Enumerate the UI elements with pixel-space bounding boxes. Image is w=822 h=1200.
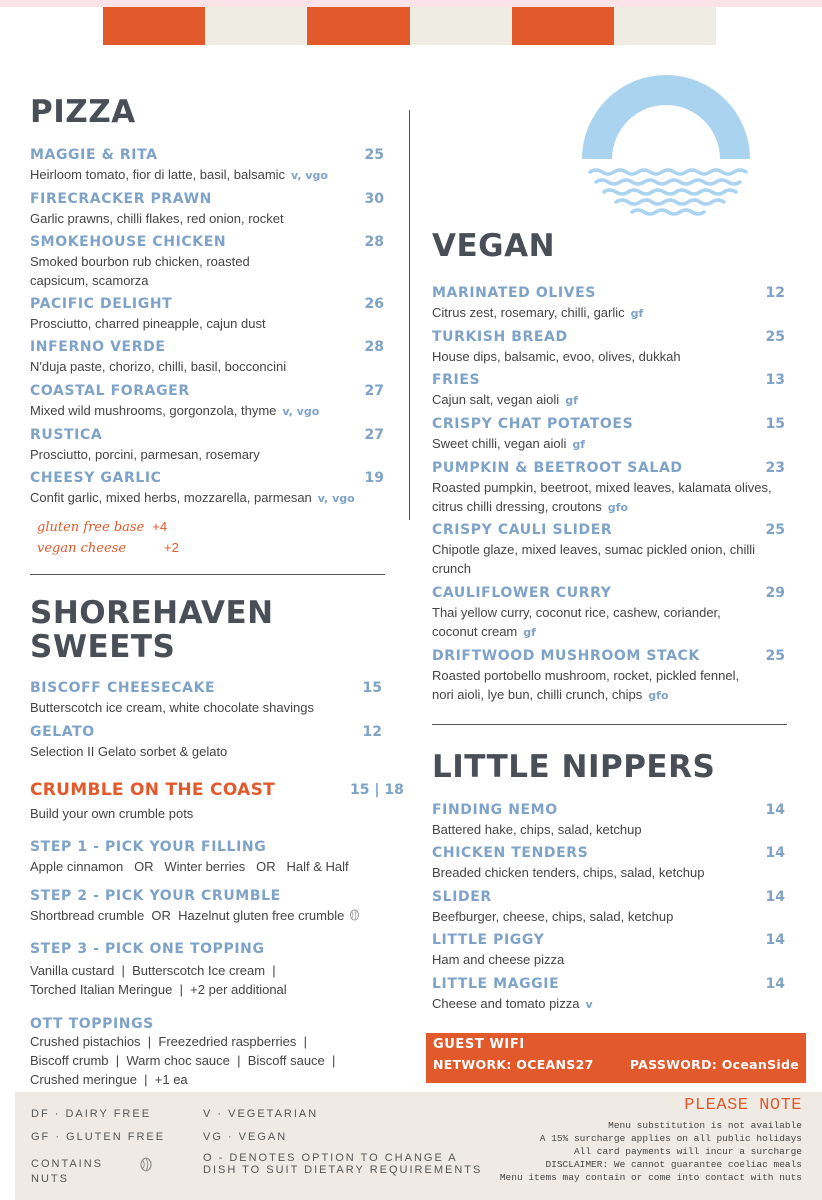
diet-tag: gf — [565, 394, 578, 407]
menu-item — [432, 329, 785, 366]
menu-item — [30, 147, 384, 185]
item-desc: Beefburger, cheese, chips, salad, ketchup — [432, 909, 674, 924]
menu-item — [432, 585, 785, 642]
menu-item — [432, 522, 785, 578]
item-price: 29 — [765, 585, 785, 601]
item-name: DRIFTWOOD MUSHROOM STACK — [432, 648, 700, 664]
item-price: 14 — [765, 976, 785, 992]
item-price: 12 — [362, 724, 382, 740]
item-name: MAGGIE & RITA — [30, 147, 158, 163]
diet-tag: v — [585, 998, 593, 1011]
note-line: Menu substitution is not available — [608, 1120, 802, 1131]
item-desc: Confit garlic, mixed herbs, mozzarella, parmesan v, vgo — [30, 490, 355, 505]
note-line: All card payments will incur a surcharge — [573, 1146, 802, 1157]
item-desc: Cheese and tomato pizza v — [432, 996, 593, 1011]
column-divider — [409, 110, 410, 520]
item-name: MARINATED OLIVES — [432, 285, 596, 301]
item-price: 25 — [765, 329, 785, 345]
crumble-title: CRUMBLE ON THE COAST — [30, 780, 276, 800]
item-price: 27 — [364, 383, 384, 399]
legend-vg: VG · VEGAN — [203, 1131, 288, 1143]
item-desc: Roasted portobello mushroom, rocket, pickled fennel, nori aioli, lye bun, chilli crunch, chips gfo — [432, 668, 740, 702]
extra-gf-base: gluten free base +4 — [37, 519, 168, 535]
item-desc: Butterscotch ice cream, white chocolate shavings — [30, 700, 314, 715]
diet-tag: gfo — [648, 689, 669, 702]
wifi-password: PASSWORD: OceanSide — [629, 1057, 799, 1072]
wifi-title: GUEST WIFI — [433, 1037, 525, 1052]
top-pink-band — [0, 0, 822, 7]
section-divider — [30, 574, 385, 575]
sweets-heading-line1: SHOREHAVEN — [30, 595, 274, 631]
item-desc: Heirloom tomato, fior di latte, basil, balsamic v, vgo — [30, 167, 328, 182]
item-price: 14 — [765, 802, 785, 818]
guest-wifi-box — [426, 1033, 806, 1083]
item-price: 25 — [765, 522, 785, 538]
step-desc: Apple cinnamon OR Winter berries OR Half & Half — [30, 859, 349, 874]
item-price: 26 — [364, 296, 384, 312]
item-price: 12 — [765, 285, 785, 301]
ott-line3: Crushed meringue | +1 ea — [30, 1072, 188, 1087]
item-price: 19 — [364, 470, 384, 486]
item-price: 25 — [765, 648, 785, 664]
menu-item — [30, 191, 384, 228]
menu-item — [432, 932, 785, 969]
item-name: CHICKEN TENDERS — [432, 845, 589, 861]
nippers-heading: LITTLE NIPPERS — [432, 749, 716, 785]
step-desc: Shortbread crumble OR Hazelnut gluten free crumble — [30, 906, 400, 925]
item-name: PUMPKIN & BEETROOT SALAD — [432, 460, 683, 476]
legend-df: DF · DAIRY FREE — [31, 1108, 152, 1120]
item-name: FRIES — [432, 372, 481, 388]
ott-toppings — [30, 1016, 400, 1089]
menu-item — [30, 234, 384, 290]
menu-item — [432, 802, 785, 839]
diet-tag: v, vgo — [291, 169, 328, 182]
item-desc: Chipotle glaze, mixed leaves, sumac pickled onion, chilli crunch — [432, 542, 755, 576]
crumble-price: 15 | 18 — [350, 782, 404, 798]
note-line: A 15% surcharge applies on all public holidays — [539, 1133, 802, 1144]
item-price: 14 — [765, 932, 785, 948]
menu-item — [432, 976, 785, 1014]
item-name: TURKISH BREAD — [432, 329, 568, 345]
item-name: CHEESY GARLIC — [30, 470, 162, 486]
item-name: BISCOFF CHEESECAKE — [30, 680, 216, 696]
pizza-heading: PIZZA — [30, 94, 136, 130]
diet-tag: gf — [523, 626, 536, 639]
crumble-step — [30, 941, 400, 999]
sweets-heading-line2: SWEETS — [30, 629, 176, 665]
item-desc: House dips, balsamic, evoo, olives, dukkah — [432, 349, 681, 364]
legend-contains: CONTAINS — [31, 1158, 104, 1170]
item-desc: Ham and cheese pizza — [432, 952, 565, 967]
item-price: 25 — [364, 147, 384, 163]
item-name: LITTLE PIGGY — [432, 932, 545, 948]
item-price: 15 — [362, 680, 382, 696]
section-divider — [432, 724, 787, 725]
step-desc-line1: Vanilla custard | Butterscotch Ice cream | — [30, 963, 276, 978]
item-name: FIRECRACKER PRAWN — [30, 191, 212, 207]
item-name: FINDING NEMO — [432, 802, 558, 818]
diet-tag: gf — [630, 307, 644, 320]
item-desc: Roasted pumpkin, beetroot, mixed leaves, kalamata olives, citrus chilli dressing, croutons gfo — [432, 480, 772, 514]
item-price: 13 — [765, 372, 785, 388]
item-price: 28 — [364, 339, 384, 355]
step-name: STEP 1 - PICK YOUR FILLING — [30, 839, 267, 855]
item-desc: Mixed wild mushrooms, gorgonzola, thyme v, vgo — [30, 403, 320, 418]
item-name: COASTAL FORAGER — [30, 383, 190, 399]
step-name: STEP 2 - PICK YOUR CRUMBLE — [30, 888, 281, 904]
item-name: SMOKEHOUSE CHICKEN — [30, 234, 227, 250]
item-name: LITTLE MAGGIE — [432, 976, 560, 992]
item-price: 14 — [765, 889, 785, 905]
item-desc: N'duja paste, chorizo, chilli, basil, bocconcini — [30, 359, 287, 374]
item-name: CAULIFLOWER CURRY — [432, 585, 612, 601]
extra-vegan-cheese: vegan cheese +2 — [37, 540, 179, 556]
item-desc: Prosciutto, charred pineapple, cajun dust — [30, 316, 266, 331]
crumble-step — [30, 888, 400, 925]
item-price: 23 — [765, 460, 785, 476]
nut-icon — [349, 909, 360, 921]
crumble-step — [30, 839, 400, 876]
note-line: Menu items may contain or come into contact with nuts — [499, 1172, 802, 1183]
menu-item — [30, 427, 384, 464]
ott-name: OTT TOPPINGS — [30, 1016, 154, 1032]
item-desc: Citrus zest, rosemary, chilli, garlic gf — [432, 305, 644, 320]
item-desc: Battered hake, chips, salad, ketchup — [432, 822, 642, 837]
crumble-desc: Build your own crumble pots — [30, 806, 194, 821]
top-stripes — [103, 7, 716, 45]
legend-gf: GF · GLUTEN FREE — [31, 1131, 166, 1143]
legend-nuts: NUTS — [31, 1173, 69, 1185]
item-desc: Prosciutto, porcini, parmesan, rosemary — [30, 447, 260, 462]
item-name: GELATO — [30, 724, 95, 740]
please-note-title: PLEASE NOTE — [684, 1096, 802, 1115]
item-price: 15 — [765, 416, 785, 432]
item-desc: Garlic prawns, chilli flakes, red onion, rocket — [30, 211, 284, 226]
item-price: 30 — [364, 191, 384, 207]
menu-item — [30, 470, 384, 508]
item-price: 27 — [364, 427, 384, 443]
ott-line1: Crushed pistachios | Freezedried raspberries | — [30, 1034, 307, 1049]
item-price: 28 — [364, 234, 384, 250]
menu-item — [432, 285, 785, 323]
menu-item — [432, 648, 785, 705]
menu-item — [432, 889, 785, 926]
item-desc: Smoked bourbon rub chicken, roasted capsicum, scamorza — [30, 254, 250, 288]
menu-item — [432, 416, 785, 454]
note-line: DISCLAIMER: We cannot guarantee coeliac meals — [545, 1159, 802, 1170]
item-desc: Breaded chicken tenders, chips, salad, ketchup — [432, 865, 705, 880]
menu-item — [432, 845, 785, 882]
item-desc: Selection II Gelato sorbet & gelato — [30, 744, 228, 759]
legend-o1: O - DENOTES OPTION TO CHANGE A — [203, 1152, 458, 1164]
wifi-network: NETWORK: OCEANS27 — [433, 1057, 594, 1072]
item-name: RUSTICA — [30, 427, 103, 443]
legend-o2: DISH TO SUIT DIETARY REQUIREMENTS — [203, 1164, 483, 1176]
nut-icon — [139, 1157, 153, 1172]
diet-tag: gfo — [607, 501, 629, 514]
item-name: CRISPY CHAT POTATOES — [432, 416, 634, 432]
vegan-heading: VEGAN — [432, 228, 556, 264]
item-name: CRISPY CAULI SLIDER — [432, 522, 613, 538]
step-desc-line2: Torched Italian Meringue | +2 per additional — [30, 982, 287, 997]
item-name: INFERNO VERDE — [30, 339, 166, 355]
menu-item — [30, 724, 382, 761]
sun-logo-icon — [582, 75, 750, 225]
item-name: PACIFIC DELIGHT — [30, 296, 173, 312]
item-name: SLIDER — [432, 889, 492, 905]
menu-item — [432, 372, 785, 410]
item-price: 14 — [765, 845, 785, 861]
ott-line2: Biscoff crumb | Warm choc sauce | Biscoff sauce | — [30, 1053, 336, 1068]
diet-tag: gf — [572, 438, 586, 451]
menu-item — [30, 296, 384, 333]
diet-tag: v, vgo — [317, 492, 355, 505]
legend-v: V · VEGETARIAN — [203, 1108, 319, 1120]
step-name: STEP 3 - PICK ONE TOPPING — [30, 941, 265, 957]
menu-item — [30, 680, 382, 717]
item-desc: Cajun salt, vegan aioli gf — [432, 392, 578, 407]
diet-tag: v, vgo — [282, 405, 320, 418]
item-desc: Sweet chilli, vegan aioli gf — [432, 436, 586, 451]
item-desc: Thai yellow curry, coconut rice, cashew, coriander, coconut cream gf — [432, 605, 721, 639]
menu-item — [30, 339, 384, 376]
footer — [15, 1092, 822, 1200]
menu-item — [30, 383, 384, 421]
menu-item — [432, 460, 785, 517]
